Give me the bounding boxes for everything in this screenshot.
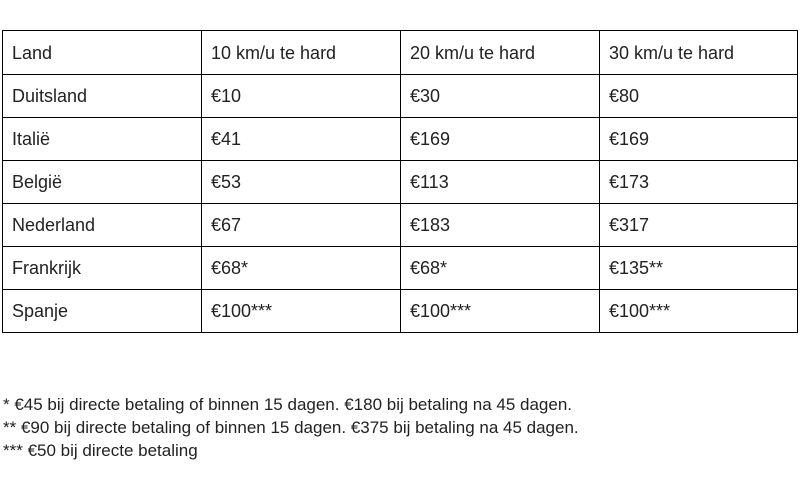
country-cell: Italië: [3, 118, 202, 161]
header-cell-30kmh: 30 km/u te hard: [600, 31, 798, 75]
footnote-single-asterisk: * €45 bij directe betaling of binnen 15 dagen. €180 bij betaling na 45 dagen.: [3, 395, 573, 414]
table-row: [3, 75, 798, 118]
fine-cell: €100***: [202, 290, 401, 333]
fine-cell: €30: [401, 75, 600, 118]
table-row: [3, 290, 798, 333]
table-header-row: [3, 31, 798, 75]
speeding-fines-table: [2, 30, 798, 333]
fine-cell: €41: [202, 118, 401, 161]
country-cell: Spanje: [3, 290, 202, 333]
fine-cell: €80: [600, 75, 798, 118]
table-row: [3, 118, 798, 161]
country-cell: Nederland: [3, 204, 202, 247]
header-cell-land: Land: [3, 31, 202, 75]
fine-cell: €100***: [401, 290, 600, 333]
footnotes: [3, 393, 579, 462]
fine-cell: €10: [202, 75, 401, 118]
table-row: [3, 161, 798, 204]
fine-cell: €169: [600, 118, 798, 161]
country-cell: België: [3, 161, 202, 204]
fine-cell: €317: [600, 204, 798, 247]
footnote-double-asterisk: ** €90 bij directe betaling of binnen 15 dagen. €375 bij betaling na 45 dagen.: [3, 418, 579, 437]
fine-cell: €67: [202, 204, 401, 247]
fine-cell: €113: [401, 161, 600, 204]
footnote-triple-asterisk: *** €50 bij directe betaling: [3, 441, 198, 460]
fine-cell: €183: [401, 204, 600, 247]
table-row: [3, 204, 798, 247]
table-row: [3, 247, 798, 290]
fine-cell: €68*: [401, 247, 600, 290]
speeding-fines-table-container: [2, 30, 797, 333]
country-cell: Duitsland: [3, 75, 202, 118]
fine-cell: €169: [401, 118, 600, 161]
header-cell-20kmh: 20 km/u te hard: [401, 31, 600, 75]
country-cell: Frankrijk: [3, 247, 202, 290]
fine-cell: €53: [202, 161, 401, 204]
fine-cell: €173: [600, 161, 798, 204]
fine-cell: €135**: [600, 247, 798, 290]
fine-cell: €100***: [600, 290, 798, 333]
header-cell-10kmh: 10 km/u te hard: [202, 31, 401, 75]
fine-cell: €68*: [202, 247, 401, 290]
